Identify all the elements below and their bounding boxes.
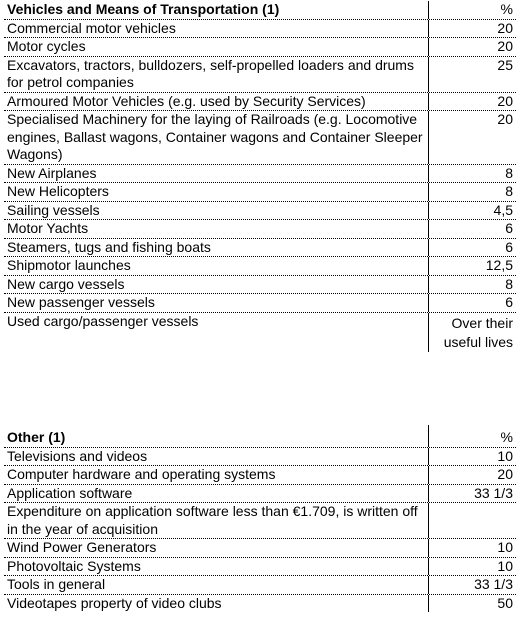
row-value: 20	[428, 20, 516, 38]
table-row	[4, 466, 516, 485]
row-label: Photovoltaic Systems	[7, 557, 141, 574]
row-value: 10	[428, 539, 516, 557]
table-row	[4, 448, 516, 467]
table-row	[4, 595, 516, 613]
table-row	[4, 20, 516, 39]
row-label: Videotapes property of video clubs	[7, 594, 222, 611]
table-row	[4, 93, 516, 112]
row-label: Steamers, tugs and fishing boats	[7, 238, 211, 255]
row-value	[428, 503, 516, 538]
table-row	[4, 165, 516, 184]
row-label: Sailing vessels	[7, 201, 100, 218]
row-value: 10	[428, 558, 516, 576]
row-value: 20	[428, 38, 516, 56]
table-row	[4, 220, 516, 239]
other-header-row	[4, 425, 516, 448]
row-value: Over their useful lives	[428, 313, 516, 352]
row-value: 20	[428, 93, 516, 111]
table-row	[4, 111, 516, 165]
vehicles-header-row	[4, 1, 516, 20]
table-row	[4, 183, 516, 202]
row-value: 4,5	[428, 202, 516, 220]
row-value: 8	[428, 183, 516, 201]
table-row	[4, 558, 516, 577]
row-label: Tools in general	[7, 576, 106, 592]
row-label: Specialised Machinery for the laying of Railroads (e.g. Locomotive engines, Ballast wagons, Container wagons and Container Sleeper Wagons)	[7, 111, 423, 162]
row-value: 8	[428, 276, 516, 294]
row-label: New Helicopters	[7, 183, 109, 199]
table-row	[4, 294, 516, 313]
row-value: 8	[428, 165, 516, 183]
table-row	[4, 539, 516, 558]
row-label: Armoured Motor Vehicles (e.g. used by Security Services)	[7, 92, 366, 109]
vehicles-table	[4, 1, 516, 352]
row-value: 6	[428, 220, 516, 238]
row-value: 33 1/3	[428, 576, 516, 594]
row-label: Motor cycles	[7, 38, 86, 54]
table-row	[4, 313, 516, 352]
table-row	[4, 503, 516, 539]
table-row	[4, 38, 516, 57]
row-value: 12,5	[428, 257, 516, 275]
row-label: Shipmotor launches	[7, 257, 131, 273]
table-row	[4, 276, 516, 295]
row-label: Application software	[7, 484, 133, 501]
table-row	[4, 576, 516, 595]
row-value: 33 1/3	[428, 485, 516, 503]
row-value: 25	[428, 57, 516, 92]
table-row	[4, 239, 516, 258]
row-label: New cargo vessels	[7, 275, 125, 292]
row-value: 6	[428, 239, 516, 257]
row-label: New Airplanes	[7, 164, 97, 181]
row-label: Excavators, tractors, bulldozers, self-propelled loaders and drums for petrol companies	[7, 56, 414, 90]
row-value: 10	[428, 448, 516, 466]
row-label: Computer hardware and operating systems	[7, 466, 276, 482]
other-table	[4, 425, 516, 612]
row-value: 20	[428, 466, 516, 484]
row-label: Expenditure on application software less than €1.709, is written off in the year of acquisition	[7, 503, 418, 537]
vehicles-unit: %	[428, 1, 516, 19]
row-value: 20	[428, 111, 516, 164]
row-label: Commercial motor vehicles	[7, 19, 176, 36]
row-label: Wind Power Generators	[7, 539, 157, 555]
table-row	[4, 57, 516, 93]
row-value: 50	[428, 595, 516, 613]
table-row	[4, 485, 516, 504]
row-value: 6	[428, 294, 516, 312]
row-label: Used cargo/passenger vessels	[7, 312, 199, 329]
vehicles-title: Vehicles and Means of Transportation (1)	[7, 1, 280, 17]
row-label: Motor Yachts	[7, 220, 89, 236]
table-row	[4, 257, 516, 276]
row-label: New passenger vessels	[7, 294, 155, 310]
table-row	[4, 202, 516, 221]
other-unit: %	[428, 425, 516, 447]
row-label: Televisions and videos	[7, 447, 148, 464]
other-title: Other (1)	[7, 429, 66, 445]
